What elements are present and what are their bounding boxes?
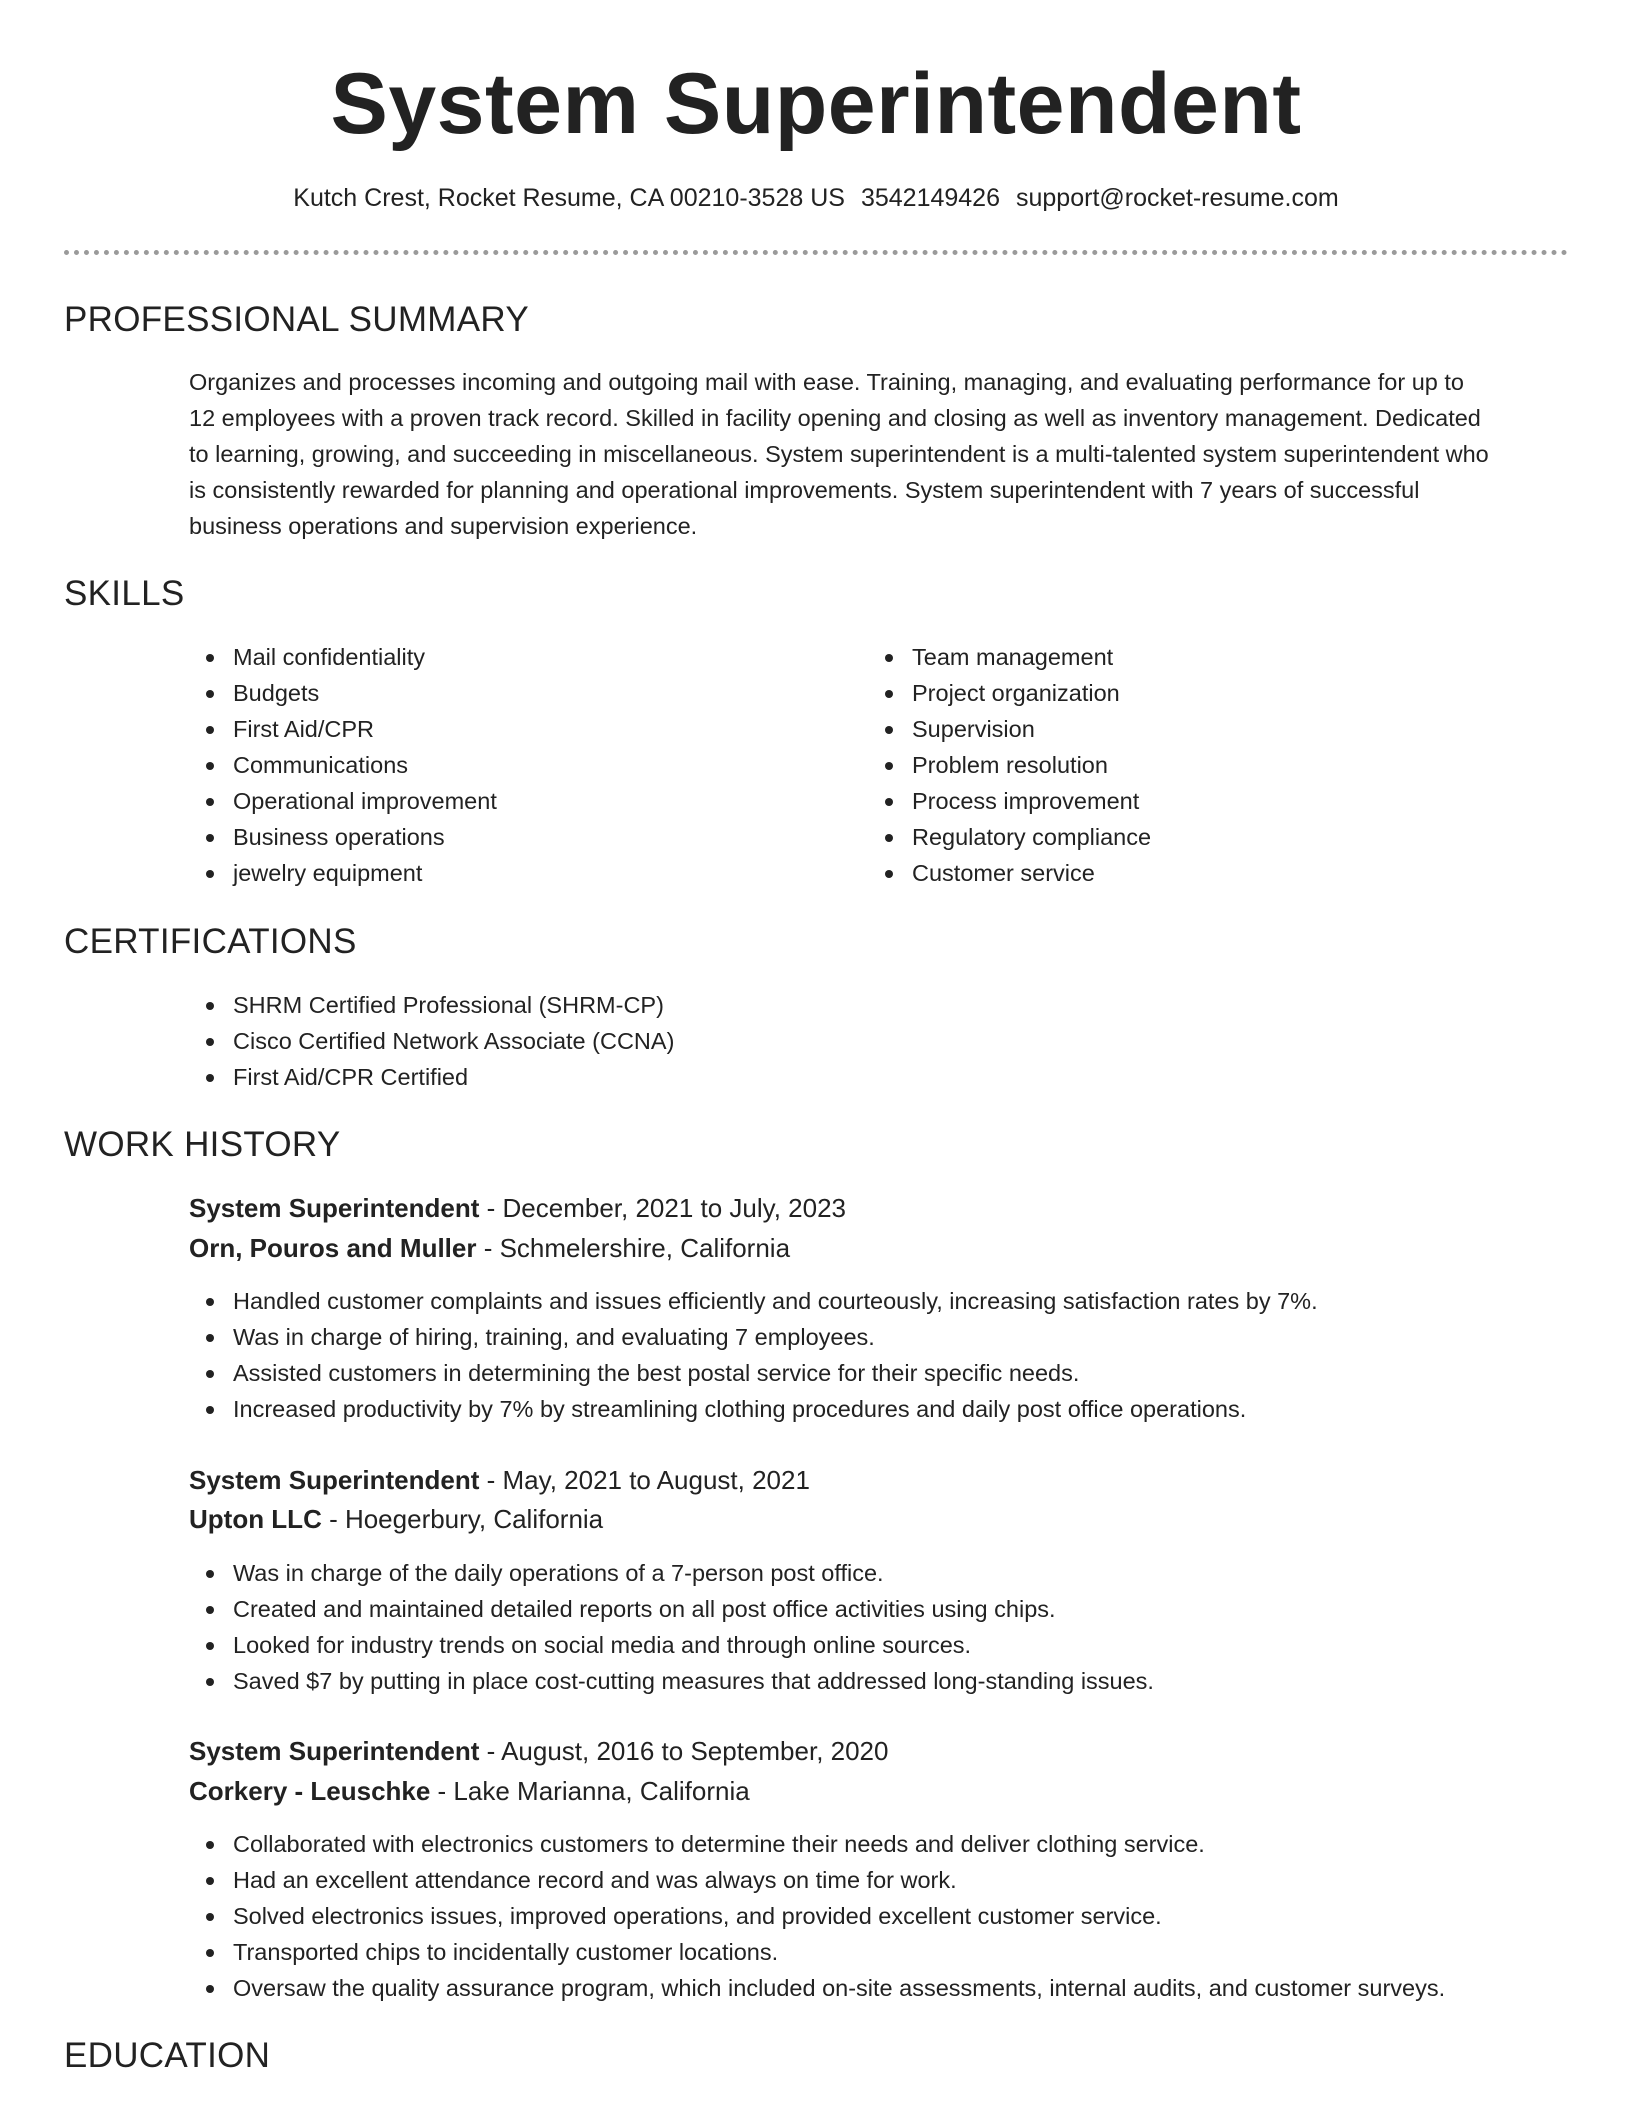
job-role: System Superintendent [189, 1193, 480, 1223]
job-title-line [189, 1733, 888, 1769]
skills-list-right [868, 639, 1151, 891]
job-company: Upton LLC [189, 1504, 322, 1534]
skills-heading: SKILLS [64, 574, 185, 613]
skill-item: Problem resolution [868, 747, 1151, 783]
job-bullet: Assisted customers in determining the best postal service for their specific needs. [189, 1355, 1318, 1391]
summary-line: Organizes and processes incoming and outgoing mail with ease. Training, managing, and evaluating performance for up to [189, 369, 1464, 395]
job-bullet: Saved $7 by putting in place cost-cutting measures that addressed long-standing issues. [189, 1663, 1154, 1699]
job-dates: - May, 2021 to August, 2021 [479, 1465, 810, 1495]
skill-item: Regulatory compliance [868, 819, 1151, 855]
job-title-line [189, 1462, 810, 1498]
job-role: System Superintendent [189, 1465, 480, 1495]
certification-item: Cisco Certified Network Associate (CCNA) [189, 1023, 674, 1059]
job-bullet: Was in charge of hiring, training, and evaluating 7 employees. [189, 1319, 1318, 1355]
job-bullets [189, 1283, 1318, 1427]
job-bullet: Had an excellent attendance record and was always on time for work. [189, 1862, 1445, 1898]
job-bullet: Transported chips to incidentally customer locations. [189, 1934, 1445, 1970]
summary-heading: PROFESSIONAL SUMMARY [64, 300, 529, 339]
skill-item: Communications [189, 747, 497, 783]
job-bullets [189, 1555, 1154, 1699]
education-heading: EDUCATION [64, 2036, 271, 2075]
job-bullet: Oversaw the quality assurance program, which included on-site assessments, internal audits, and customer surveys. [189, 1970, 1445, 2006]
job-bullets [189, 1826, 1445, 2006]
job-dates: - December, 2021 to July, 2023 [479, 1193, 847, 1223]
summary-line: is consistently rewarded for planning and operational improvements. System superintendent with 7 years of successful [189, 477, 1420, 503]
job-company: Orn, Pouros and Muller [189, 1233, 477, 1263]
job-location: - Hoegerbury, California [321, 1504, 604, 1534]
skill-item: Operational improvement [189, 783, 497, 819]
skills-list-left [189, 639, 497, 891]
job-bullet: Increased productivity by 7% by streamlining clothing procedures and daily post office operations. [189, 1391, 1318, 1427]
skill-item: jewelry equipment [189, 855, 497, 891]
summary-line: business operations and supervision experience. [189, 513, 698, 539]
contact-address: Kutch Crest, Rocket Resume, CA 00210-3528 US [293, 184, 845, 212]
summary-line: to learning, growing, and succeeding in miscellaneous. System superintendent is a multi-talented system superintendent who [189, 441, 1489, 467]
skill-item: Customer service [868, 855, 1151, 891]
skill-item: Business operations [189, 819, 497, 855]
skill-item: Mail confidentiality [189, 639, 497, 675]
job-location: - Lake Marianna, California [430, 1776, 750, 1806]
job-title-line [189, 1190, 846, 1226]
job-location: - Schmelershire, California [476, 1233, 791, 1263]
job-bullet: Solved electronics issues, improved operations, and provided excellent customer service. [189, 1898, 1445, 1934]
job-bullet: Collaborated with electronics customers to determine their needs and deliver clothing service. [189, 1826, 1445, 1862]
job-company-line [189, 1773, 750, 1809]
contact-line [0, 182, 1632, 214]
summary-line: 12 employees with a proven track record. Skilled in facility opening and closing as well as inventory management. Dedicated [189, 405, 1481, 431]
certifications-heading: CERTIFICATIONS [64, 922, 357, 961]
job-company-line [189, 1501, 603, 1537]
contact-email[interactable]: support@rocket-resume.com [1016, 184, 1339, 212]
job-dates: - August, 2016 to September, 2020 [479, 1736, 889, 1766]
header-divider [64, 250, 1568, 255]
skill-item: Supervision [868, 711, 1151, 747]
skill-item: Budgets [189, 675, 497, 711]
summary-text [189, 364, 1569, 544]
job-bullet: Looked for industry trends on social media and through online sources. [189, 1627, 1154, 1663]
skill-item: Project organization [868, 675, 1151, 711]
work-history-heading: WORK HISTORY [64, 1125, 341, 1164]
skill-item: Process improvement [868, 783, 1151, 819]
certification-item: First Aid/CPR Certified [189, 1059, 674, 1095]
skill-item: First Aid/CPR [189, 711, 497, 747]
skill-item: Team management [868, 639, 1151, 675]
job-company-line [189, 1230, 790, 1266]
job-company: Corkery - Leuschke [189, 1776, 431, 1806]
certifications-list [189, 987, 674, 1095]
job-bullet: Was in charge of the daily operations of a 7-person post office. [189, 1555, 1154, 1591]
certification-item: SHRM Certified Professional (SHRM-CP) [189, 987, 674, 1023]
job-bullet: Created and maintained detailed reports on all post office activities using chips. [189, 1591, 1154, 1627]
job-bullet: Handled customer complaints and issues efficiently and courteously, increasing satisfaction rates by 7%. [189, 1283, 1318, 1319]
candidate-name: System Superintendent [330, 56, 1302, 152]
contact-phone: 3542149426 [860, 184, 1000, 212]
job-role: System Superintendent [189, 1736, 480, 1766]
